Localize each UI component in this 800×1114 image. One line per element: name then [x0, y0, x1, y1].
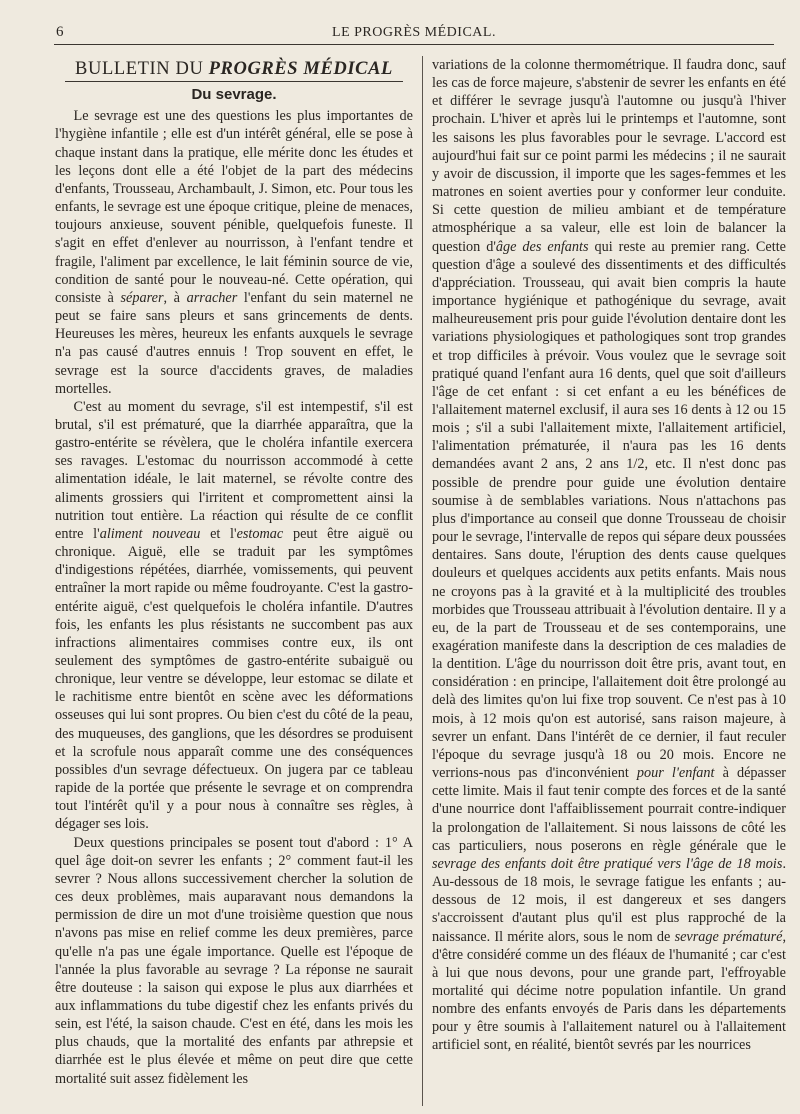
right-paragraph-1: variations de la colonne thermométrique. Il faudra donc, sauf les cas de force majeure, s'abstenir de sevrer les enfants en été et différer le sevrage jusqu'à l'automne ou jusqu'à l'hiver prochain. L'hiver et après lui le printemps et l'automne, sont les saisons les plus favorables pour le sevrage. L'accord est aujourd'hui fait sur ce point parmi les médecins ; il ne saurait y avoir de discussion, il importe que les sages-femmes et les matrones en soient averties pour y conformer leur conduite. Si cette question de milieu ambiant et de température atmosphérique a sa valeur, elle est loin de balancer la question d'âge des enfants qui reste au premier rang. Cette question d'âge a soulevé des dissentiments et des difficultés d'appréciation. Trousseau, qui avait bien compris la haute importance hygiénique et pathogénique du sevrage, avait malheureusement pris pour guide l'évolution dentaire dont les variations physiologiques et pathologiques sont trop grandes et trop difficiles à prévoir. Vous voulez que le sevrage soit pratiqué quand l'enfant aura 16 dents, quel que soit d'ailleurs l'âge de cet enfant : si cet enfant a eu les bénéfices de l'allaitement maternel exclusif, il aura ses 16 dents à 12 ou 15 mois ; s'il a subi l'allaitement mixte, l'allaitement artificiel, l'alimentation prématurée, il n'aura pas les 16 dents demandées avant 2 ans, 2 ans 1/2, etc. Il n'est donc pas possible de prendre pour guide une évolution dentaire soumise à de semblables variations. Nous n'attachons pas plus d'importance au conseil que donne Trousseau de choisir pour le sevrage, l'intervalle de repos qui sépare deux poussées dentaires. Sans doute, l'éruption des dents cause quelques douleurs et quelques accidents aux petits enfants. Mais nous ne croyons pas à la gravité et à la multiplicité des troubles morbides que Trousseau attribuait à l'évolution dentaire. Il y a eu, de la part de Trousseau et de ses contemporains, une exagération manifeste dans la description de ces maladies de la dentition. L'âge du nourrisson doit être pris, avant tout, en considération : en principe, l'allaitement doit être prolongé au delà des limites qu'on lui fixe trop souvent. Ce n'est pas à 10 mois, à 12 mois qu'on est autorisé, sans raison majeure, à sevrer un enfant. Dans l'intérêt de ce dernier, il faut reculer l'époque du sevrage jusqu'à 18 ou 20 mois. Encore ne verrions-nous pas d'inconvénient pour l'enfant à dépasser cette limite. Mais il faut tenir compte des forces et de la santé d'une nourrice dont l'affaiblissement pourrait contre-indiquer la prolongation de l'allaitement. Si nous laissons de côté les cas particuliers, nous poserons en règle générale que le sevrage des enfants doit être pratiqué vers l'âge de 18 mois. Au-dessous de 18 mois, le sevrage fatigue les enfants ; au-dessous de 12 mois, il est dangereux et ses dangers s'accroissent d'autant plus qu'il est plus rapproché de la naissance. Il mérite alors, sous le nom de sevrage prématuré, d'être considéré comme un des fléaux de l'humanité ; car c'est à lui que nous devons, pour une grande part, l'effroyable mortalité qui décime notre population infantile. Un grand nombre des enfants envoyés de Paris dans les départements pour y être soumis à l'allaitement naturel ou à l'allaitement artificiel sont, en réalité, bientôt sevrés par les nourrices — [432, 57, 786, 1054]
left-column — [55, 56, 413, 1108]
running-head: LE PROGRÈS MÉDICAL. — [332, 25, 496, 40]
emphasis-sevrage-rule: sevrage des enfants doit être pratiqué vers l'âge de 18 mois — [432, 855, 783, 872]
page-header — [54, 22, 774, 45]
emphasis-aliment-nouveau: aliment nouveau — [99, 525, 201, 542]
emphasis-sevrage-premature: sevrage prématuré — [674, 928, 783, 945]
left-paragraph-2: C'est au moment du sevrage, s'il est intempestif, s'il est brutal, s'il est prématuré, que la diarrhée apparaîtra, que la gastro-entérite se révèlera, que le choléra infantile exercera ses ravages. L'estomac du nourrisson accommodé à cette alimentation idéale, le lait maternel, se révolte contre des aliments grossiers qui l'irritent et compromettent ainsi la nutrition tout entière. La réaction qui résulte de ce conflit entre l'aliment nouveau et l'estomac peut être aiguë ou chronique. Aiguë, elle se traduit par les symptômes d'indigestions répétées, diarrhée, vomissements, qui peuvent entraîner la mort rapide ou même foudroyante. C'est la gastro-entérite aiguë, c'est quelquefois le choléra infantile. D'autres fois, les enfants les plus résistants ne succombent pas aux infractions alimentaires commises contre eux, ils ont seulement des symptômes de gastro-entérite subaiguë ou chronique, leur ventre se développe, leur estomac se dilate et le rachitisme entre bientôt en scène avec les déformations osseuses qui lui sont propres. Ou bien c'est du côté de la peau, des muqueuses, des ganglions, que les désordres se produisent et la scrofule nous apparaît comme une des conséquences possibles d'un sevrage défectueux. On jugera par ce tableau rapide de la portée que présente le sevrage et on comprendra tout l'intérêt qu'il y a pour nous à connaître ses règles, à dégager ses lois. — [55, 398, 413, 833]
emphasis-arracher: arracher — [186, 289, 238, 306]
left-paragraph-3: Deux questions principales se posent tout d'abord : 1° A quel âge doit-on sevrer les enfants ; 2° comment faut-il les sevrer ? Nous allons successivement chercher la solution de ces deux problèmes, mais auparavant nous demandons la permission de dire un mot d'une troisième question que nous n'avons pas mise en relief comme les deux premières, parce qu'elle n'a pas une égale importance. Quelle est l'époque de l'année la plus favorable au sevrage ? La réponse ne saurait être douteuse : la saison qui expose le plus aux diarrhées et aux inflammations du tube digestif chez les enfants privés du sein, est l'été, la saison chaude. C'est en été, dans les mois les plus chauds, que la mortalité des enfants par athrepsie et diarrhée est le plus élevée et même on peut dire que cette mortalité suit assez fidèlement les — [55, 834, 413, 1087]
bulletin-title — [55, 60, 413, 78]
emphasis-age-des-enfants: âge des enfants — [495, 238, 589, 255]
section-title: Du sevrage. — [191, 86, 277, 104]
left-paragraph-1: Le sevrage est une des questions les plus importantes de l'hygiène infantile ; elle est d'un intérêt général, elle se pose à chaque instant dans la pratique, elle mérite donc les études et les leçons dont elle a été l'objet de la part des médecins d'enfants, Trousseau, Archambault, J. Simon, etc. Pour tous les enfants, le sevrage est une époque critique, pleine de menaces, toujours anxieuse, souvent pénible, quelquefois funeste. Il s'agit en effet d'enlever au nourrisson, à l'enfant tendre et fragile, l'aliment par excellence, le lait féminin source de vie, condition de santé pour le nouveau-né. Cette opération, qui consiste à séparer, à arracher l'enfant du sein maternel ne peut se faire sans pleurs et sans grincements de dents. Heureuses les mères, heureux les enfants auxquels le sevrage n'a pas causé d'autres ennuis ! Trop souvent en effet, le sevrage est la source d'accidents graves, de maladies mortelles. — [55, 108, 413, 397]
right-column — [432, 56, 786, 1108]
column-divider — [422, 56, 423, 1106]
emphasis-estomac: estomac — [236, 525, 284, 542]
emphasis-pour-l-enfant: pour l'enfant — [636, 765, 715, 782]
emphasis-separer: séparer — [120, 289, 164, 306]
title-rule — [65, 81, 403, 82]
page-number: 6 — [56, 24, 64, 40]
bulletin-title-journal: PROGRÈS MÉDICAL — [208, 59, 393, 79]
bulletin-title-lead: BULLETIN DU — [75, 59, 204, 79]
